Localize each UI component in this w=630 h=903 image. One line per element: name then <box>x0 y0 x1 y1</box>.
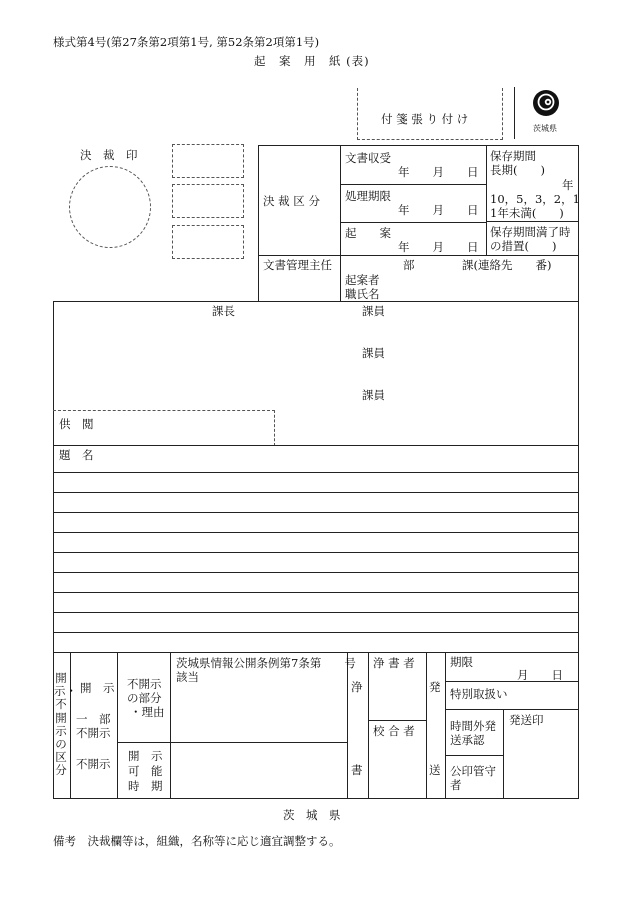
seal-circle[interactable] <box>69 166 151 248</box>
shunin-label: 文書管理主任 <box>263 258 332 272</box>
fukaiji-bubun-2: の部分 <box>127 691 162 705</box>
kiansha-label-1: 起案者 <box>345 273 380 287</box>
kaiji-kano-3: 時 期 <box>128 779 163 793</box>
ichibu-label: 一 部 <box>76 712 111 726</box>
fukaiji-bubun-3: ・理由 <box>130 705 165 719</box>
shori-kigen-date[interactable]: 年 月 日 <box>398 203 479 217</box>
seal-box-1[interactable] <box>172 144 244 178</box>
subject-line[interactable] <box>53 572 578 573</box>
hozon-choki[interactable]: 長期( ) <box>490 163 545 177</box>
kain-label-3: 課員 <box>362 388 385 402</box>
koin-label-2: 者 <box>450 778 462 792</box>
jorei-label: 茨城県情報公開条例第7条第 号 <box>176 656 356 670</box>
jorei-gaito: 該当 <box>176 670 199 684</box>
hozon-manryo-1: 保存期間満了時 <box>490 225 571 239</box>
sho-label: 書 <box>351 763 363 777</box>
hozon-kikan-label: 保存期間 <box>490 149 536 163</box>
kigen-label: 期限 <box>450 655 473 669</box>
subject-line[interactable] <box>53 632 578 633</box>
fukaiji-bubun-1: 不開示 <box>127 677 162 691</box>
kacho-label: 課長 <box>212 304 235 318</box>
kain-label-2: 課員 <box>362 346 385 360</box>
footer-biko: 備考 決裁欄等は，組織，名称等に応じ適宜調整する。 <box>53 834 341 848</box>
bu-label: 部 <box>403 258 415 272</box>
kian-date[interactable]: 年 月 日 <box>398 240 479 254</box>
kessai-in-label: 決 裁 印 <box>80 148 138 162</box>
bunsho-shuju-date[interactable]: 年 月 日 <box>398 165 479 179</box>
page-title: 起 案 用 紙 (表) <box>254 54 370 68</box>
so-label: 送 <box>429 763 441 777</box>
kyoran-label: 供 閲 <box>59 417 94 431</box>
logo-divider <box>514 87 515 139</box>
hozon-years[interactable]: 10，5，3，2，1 <box>490 192 580 206</box>
joshosha-label: 浄 書 者 <box>373 656 415 670</box>
hatsu-label: 発 <box>429 680 441 694</box>
logo-caption: 茨城県 <box>533 124 557 133</box>
subject-line[interactable] <box>53 592 578 593</box>
kaiji-label: 開 示 <box>80 681 115 695</box>
jo-label: 浄 <box>351 680 363 694</box>
pref-logo-icon <box>529 88 565 118</box>
footer-pref: 茨 城 県 <box>283 808 341 822</box>
hozon-nen: 年 <box>562 178 574 192</box>
bunsho-shuju-label: 文書収受 <box>345 151 391 165</box>
hozon-miman[interactable]: 1年未満( ) <box>490 206 564 220</box>
kigen-date[interactable]: 月 日 <box>517 668 563 682</box>
jikangai-label-1: 時間外発 <box>450 719 496 733</box>
hozon-manryo-2[interactable]: の措置( ) <box>490 239 557 253</box>
form-number: 様式第4号(第27条第2項第1号, 第52条第2項第1号) <box>53 35 320 49</box>
kogosha-label: 校 合 者 <box>373 724 415 738</box>
kian-label: 起 案 <box>345 226 391 240</box>
tokubetsu-label: 特別取扱い <box>450 687 508 701</box>
shori-kigen-label: 処理期限 <box>345 189 391 203</box>
subject-line[interactable] <box>53 552 578 553</box>
kaiji-kubun-label: 開示・不開示の区分 <box>54 671 77 778</box>
kaiji-kano-1: 開 示 <box>128 749 163 763</box>
subject-line[interactable] <box>53 612 578 613</box>
fukaiji-label-1: 不開示 <box>76 726 111 740</box>
kiansha-label-2: 職氏名 <box>345 287 380 301</box>
hassoin-label: 発送印 <box>509 713 544 727</box>
kessai-kubun-label: 決 裁 区 分 <box>263 194 320 208</box>
jikangai-label-2: 送承認 <box>450 733 485 747</box>
fusen-label: 付 箋 張 り 付 け <box>381 112 469 126</box>
kaiji-kano-2: 可 能 <box>128 764 163 778</box>
subject-line[interactable] <box>53 512 578 513</box>
fukaiji-label-2: 不開示 <box>76 757 111 771</box>
ka-renraku-label: 課(連絡先 番) <box>462 258 552 272</box>
kain-label-1: 課員 <box>362 304 385 318</box>
seal-box-3[interactable] <box>172 225 244 259</box>
seal-box-2[interactable] <box>172 184 244 218</box>
main-frame <box>53 301 579 799</box>
subject-line[interactable] <box>53 472 578 473</box>
subject-line[interactable] <box>53 492 578 493</box>
subject-line[interactable] <box>53 532 578 533</box>
daimei-label: 題 名 <box>59 448 94 462</box>
koin-label-1: 公印管守 <box>450 764 496 778</box>
